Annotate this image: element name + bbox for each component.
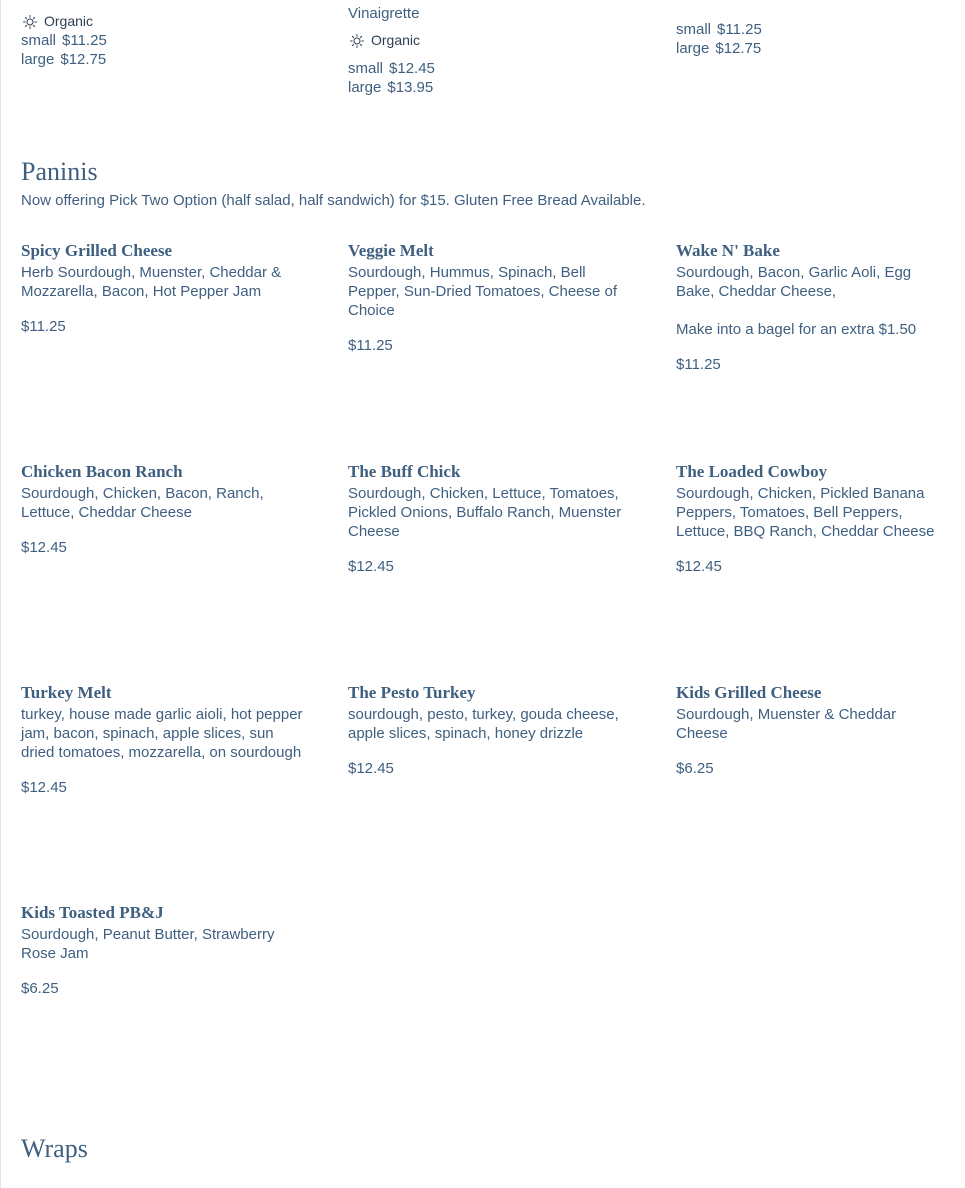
menu-item-kids-toasted-pbj[interactable] — [21, 902, 301, 998]
item-name: The Loaded Cowboy — [676, 462, 828, 481]
size-label: large — [21, 51, 55, 68]
item-price: $11.25 — [21, 318, 66, 335]
section-note-paninis: Now offering Pick Two Option (half salad, half sandwich) for $15. Gluten Free Bread Available. — [21, 192, 646, 209]
menu-item-turkey-melt[interactable] — [21, 682, 311, 797]
price-value: $11.25 — [717, 21, 762, 38]
menu-item-the-pesto-turkey[interactable] — [348, 682, 633, 778]
item-price: $12.45 — [348, 760, 394, 777]
price-value: $11.25 — [62, 32, 107, 49]
price-row — [21, 31, 107, 50]
item-description: Sourdough, Bacon, Garlic Aoli, Egg Bake, Cheddar Cheese, — [676, 264, 912, 300]
menu-item-spicy-grilled-cheese[interactable] — [21, 240, 306, 336]
size-label: large — [676, 40, 710, 57]
item-description: turkey, house made garlic aioli, hot pepper jam, bacon, spinach, apple slices, sun dried tomatoes, mozzarella, on sourdough — [21, 706, 303, 761]
menu-item-kids-grilled-cheese[interactable] — [676, 682, 936, 778]
page-left-border — [0, 0, 1, 1188]
price-value: $13.95 — [387, 79, 434, 96]
item-price: $12.45 — [21, 779, 67, 796]
price-row — [348, 59, 435, 78]
menu-item-wake-n-bake[interactable] — [676, 240, 951, 374]
item-extra-note: Make into a bagel for an extra $1.50 — [676, 321, 917, 338]
organic-tag — [348, 31, 435, 50]
item-description: sourdough, pesto, turkey, gouda cheese, apple slices, spinach, honey drizzle — [348, 706, 619, 742]
menu-item-veggie-melt[interactable] — [348, 240, 633, 355]
salad-col3-tail — [676, 20, 762, 58]
item-price: $11.25 — [348, 337, 393, 354]
organic-tag-label: Organic — [44, 13, 94, 29]
section-title-wraps: Wraps — [21, 1134, 88, 1163]
item-name: Veggie Melt — [348, 241, 434, 260]
organic-tag — [21, 12, 107, 31]
item-description: Sourdough, Chicken, Pickled Banana Peppers, Tomatoes, Bell Peppers, Lettuce, BBQ Ranch, Cheddar Cheese — [676, 485, 935, 540]
item-name: The Pesto Turkey — [348, 683, 476, 702]
item-price: $12.45 — [676, 558, 722, 575]
item-name: Wake N' Bake — [676, 241, 780, 260]
item-description: Herb Sourdough, Muenster, Cheddar & Mozzarella, Bacon, Hot Pepper Jam — [21, 264, 282, 300]
item-name: Turkey Melt — [21, 683, 112, 702]
item-price: $12.45 — [21, 539, 67, 556]
size-label: large — [348, 79, 382, 96]
item-description: Sourdough, Chicken, Lettuce, Tomatoes, Pickled Onions, Buffalo Ranch, Muenster Cheese — [348, 485, 622, 540]
size-label: small — [676, 21, 712, 38]
item-price: $6.25 — [21, 980, 59, 997]
menu-item-chicken-bacon-ranch[interactable] — [21, 461, 306, 557]
item-description: Sourdough, Hummus, Spinach, Bell Pepper, Sun-Dried Tomatoes, Cheese of Choice — [348, 264, 618, 319]
size-label: small — [21, 32, 57, 49]
item-description: Sourdough, Peanut Butter, Strawberry Rose Jam — [21, 926, 275, 962]
price-value: $12.75 — [60, 51, 107, 68]
organic-tag-label: Organic — [371, 32, 421, 48]
item-name: Spicy Grilled Cheese — [21, 241, 173, 260]
item-name: The Buff Chick — [348, 462, 461, 481]
price-value: $12.45 — [389, 60, 435, 77]
size-label: small — [348, 60, 384, 77]
item-name: Kids Grilled Cheese — [676, 683, 822, 702]
price-row — [676, 20, 762, 39]
price-row — [21, 50, 107, 69]
item-price: $12.45 — [348, 558, 394, 575]
item-description-tail: Vinaigrette — [348, 5, 420, 22]
menu-item-the-buff-chick[interactable] — [348, 461, 623, 576]
price-value: $12.75 — [715, 40, 762, 57]
salad-col2-tail — [348, 4, 435, 97]
menu-item-the-loaded-cowboy[interactable] — [676, 461, 958, 576]
price-row — [676, 39, 762, 58]
section-title-paninis: Paninis — [21, 157, 98, 186]
sun-icon — [23, 15, 37, 29]
item-price: $11.25 — [676, 356, 721, 373]
price-row — [348, 78, 435, 97]
item-description: Sourdough, Chicken, Bacon, Ranch, Lettuce, Cheddar Cheese — [21, 485, 264, 521]
item-name: Chicken Bacon Ranch — [21, 462, 183, 481]
item-price: $6.25 — [676, 760, 714, 777]
item-description: Sourdough, Muenster & Cheddar Cheese — [676, 706, 897, 742]
item-name: Kids Toasted PB&J — [21, 903, 164, 922]
sun-icon — [350, 34, 364, 48]
salad-col1-tail — [21, 12, 107, 69]
